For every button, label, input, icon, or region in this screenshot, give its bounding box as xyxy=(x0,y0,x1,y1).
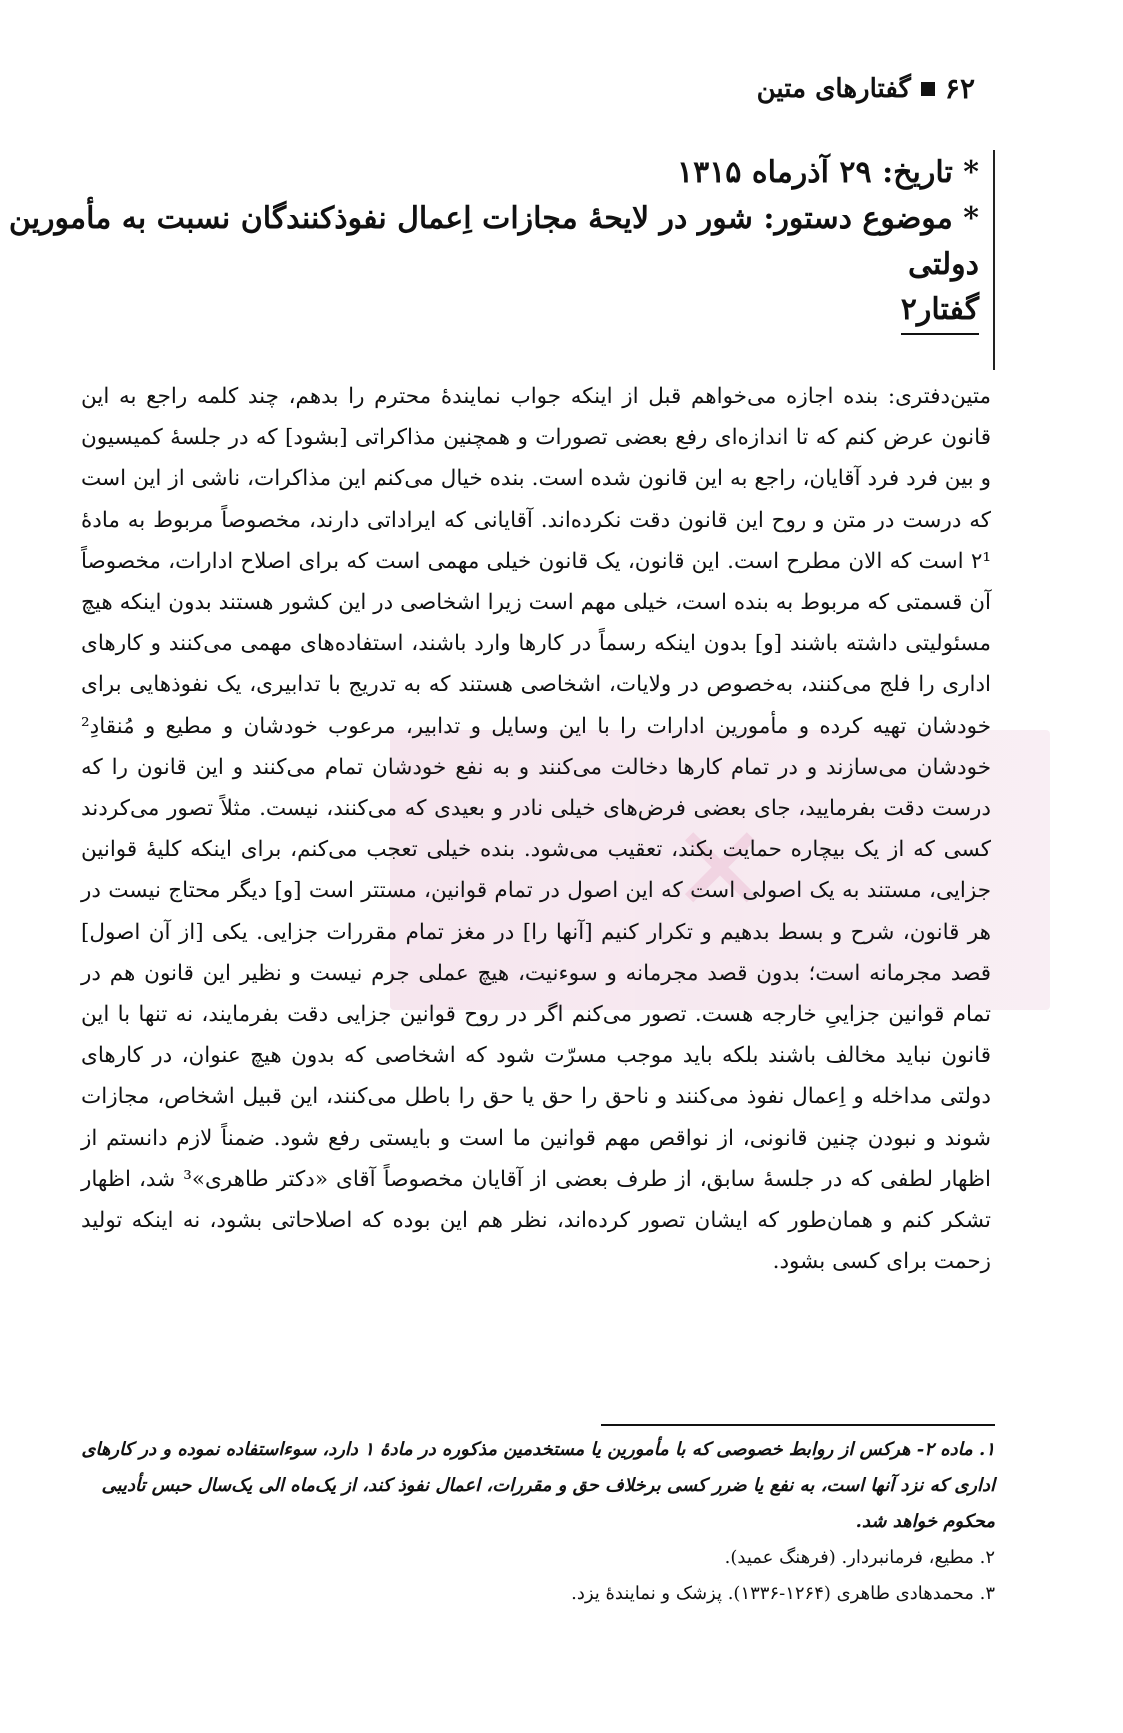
watermark-logo-icon: ✕ xyxy=(669,800,771,940)
speech-label: گفتار۲ xyxy=(901,292,979,335)
page-number: ۶۲ xyxy=(944,72,975,105)
footnotes xyxy=(77,1432,995,1612)
square-bullet-icon xyxy=(921,82,935,96)
footnote-3: ۳. محمدهادی طاهری (۱۲۶۴-۱۳۳۶). پزشک و نمایندهٔ یزد. xyxy=(571,1583,995,1604)
footnote-1: ۱. ماده ۲- هرکس از روابط خصوصی که با مأمورین یا مستخدمین مذکوره در مادهٔ ۱ دارد، سوءاستفاده نموده و در کارهای اداری که نزد آنها است، به نفع یا ضرر کسی برخلاف حق و مقررات، اعمال نفوذ کند، از یک‌ماه الی یک‌سال حبس تأدیبی محکوم خواهد شد. xyxy=(81,1439,995,1532)
session-header xyxy=(8,150,995,370)
footnote-divider xyxy=(601,1424,995,1426)
running-head xyxy=(757,72,975,105)
session-topic: * موضوع دستور: شور در لایحهٔ مجازات اِعمال نفوذکنندگان نسبت به مأمورین xyxy=(8,201,979,236)
session-topic-continued: دولتی xyxy=(907,247,979,282)
speech-paragraph: متین‌دفتری: بنده اجازه می‌خواهم قبل از اینکه جواب نمایندهٔ محترم را بدهم، چند کلمه راجع به این قانون عرض کنم که تا اندازه‌ای رفع بعضی تصورات و همچنین مذاکراتی [بشود] که در جلسهٔ کمیسیون و بین فرد فرد آقایان، راجع به این قانون شده است. بنده خیال می‌کنم این مذاکرات، ناشی از این است که درست در متن و روح این قانون دقت نکرده‌اند. آقایانی که ایراداتی دارند، مخصوصاً مربوط به مادهٔ ۲¹ است که الان مطرح است. این قانون، یک قانون خیلی مهمی است که برای اصلاح ادارات، مخصوصاً آن قسمتی که مربوط به بنده است، خیلی مهم است زیرا اشخاصی در این کشور هستند بدون اینکه هیچ مسئولیتی داشته باشند [و] بدون اینکه رسماً در کارها وارد باشند، استفاده‌های مهمی می‌کنند و کارهای اداری را فلج می‌کنند، به‌خصوص در ولایات، اشخاصی هستند که به تدریج با تدابیری، یک نفوذهایی برای خودشان تهیه کرده و مأمورین ادارات را با این وسایل و تدابیر، مرعوب خودشان و مطیع و مُنقادِ² خودشان می‌سازند و در تمام کارها دخالت می‌کنند و به نفع خودشان تمام می‌کنند و این قانون را که درست دقت بفرمایید، جای بعضی فرض‌های خیلی نادر و بعیدی که می‌کنند، نیست. مثلاً تصور می‌کردند کسی که از یک بیچاره حمایت بکند، تعقیب می‌شود. بنده خیلی تعجب می‌کنم، برای اینکه کلیهٔ قوانین جزایی، مستند به یک اصولی است که این اصول در تمام قوانین، مستتر است [و] دیگر محتاج نیست در هر قانون، شرح و بسط بدهیم و تکرار کنیم [آنها را] در مغز تمام مقررات جزایی. یکی [از آن اصول] قصد مجرمانه است؛ بدون قصد مجرمانه و سوءنیت، هیچ عملی جرم نیست و نظیر این قانون هم در تمام قوانین جزاییِ خارجه هست. تصور می‌کنم اگر در روح قوانین جزایی دقت بفرمایند، نه تنها با این قانون نباید مخالف باشند بلکه باید موجب مسرّت شود که اشخاصی که بدون هیچ عنوان، در کارهای دولتی مداخله و اِعمال نفوذ می‌کنند و ناحق را حق یا حق را باطل می‌کنند، این قبیل اشخاص، مجازات شوند و نبودن چنین قانونی، از نواقص مهم قوانین ما است و بایستی رفع شود. ضمناً لازم دانستم از اظهار لطفی که در جلسهٔ سابق، از طرف بعضی از آقایان مخصوصاً آقای «دکتر طاهری»³ شد، اظهار تشکر کنم و همان‌طور که ایشان تصور کرده‌اند، نظر هم این بوده که اصلاحاتی بشود، نه اینکه تولید زحمت برای کسی بشود. xyxy=(81,384,991,1275)
speech-body xyxy=(81,376,991,1282)
footnote-2: ۲. مطیع، فرمانبردار. (فرهنگ عمید). xyxy=(724,1547,995,1568)
session-date: * تاریخ: ۲۹ آذرماه ۱۳۱۵ xyxy=(676,155,979,190)
book-title: گفتارهای متین xyxy=(756,73,911,104)
